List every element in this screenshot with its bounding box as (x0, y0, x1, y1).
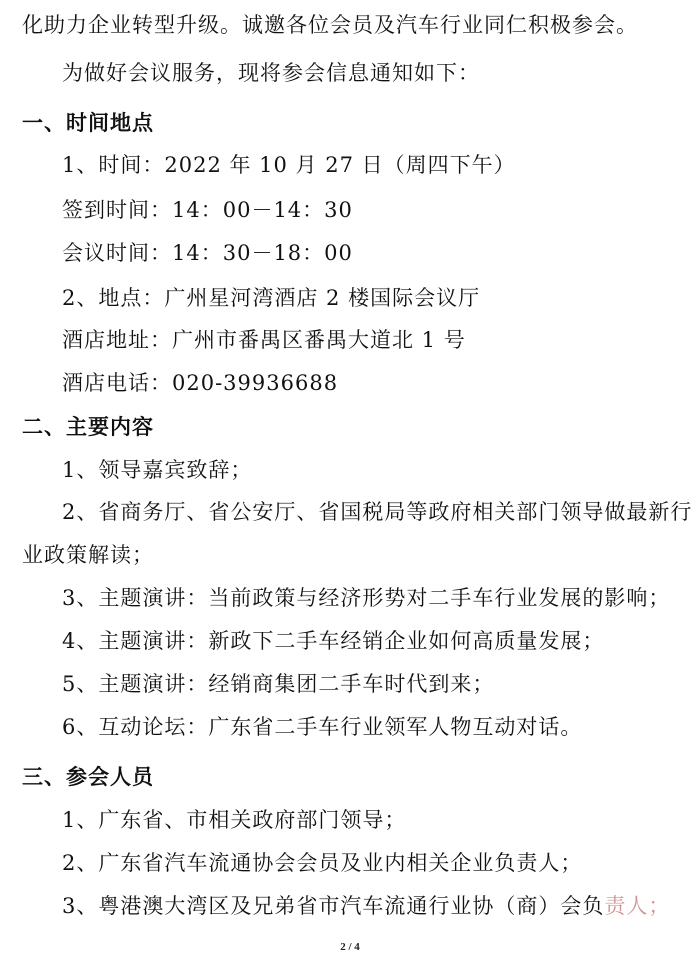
attendee-item-3-faded-tail: 责人； (604, 894, 671, 918)
content-item-3: 3、主题演讲：当前政策与经济形势对二手车行业发展的影响； (62, 586, 671, 610)
hotel-phone-line: 酒店电话：020-39936688 (62, 371, 339, 395)
content-item-6: 6、互动论坛：广东省二手车行业领军人物互动对话。 (62, 715, 583, 739)
page-number: 2 / 4 (340, 941, 360, 953)
content-item-5: 5、主题演讲：经销商集团二手车时代到来； (62, 672, 495, 696)
attendee-item-3-text: 3、粤港澳大湾区及兄弟省市汽车流通行业协（商）会负 (62, 894, 605, 918)
attendee-item-2: 2、广东省汽车流通协会会员及业内相关企业负责人； (62, 851, 583, 875)
content-item-2-cont: 业政策解读； (22, 543, 154, 567)
attendee-item-1: 1、广东省、市相关政府部门领导； (62, 808, 407, 832)
meeting-time-line: 会议时间：14：30－18：00 (62, 241, 353, 265)
time-line: 1、时间：2022 年 10 月 27 日（周四下午） (62, 153, 516, 177)
signin-time-line: 签到时间：14：00－14：30 (62, 198, 353, 222)
section-heading-time-place: 一、时间地点 (22, 111, 154, 135)
section-heading-content: 二、主要内容 (22, 415, 154, 439)
content-item-2: 2、省商务厅、省公安厅、省国税局等政府相关部门领导做最新行 (62, 500, 693, 524)
content-item-4: 4、主题演讲：新政下二手车经销企业如何高质量发展； (62, 629, 605, 653)
intro-line-1: 化助力企业转型升级。诚邀各位会员及汽车行业同仁积极参会。 (22, 13, 638, 37)
attendee-item-3 (62, 891, 670, 921)
content-item-1: 1、领导嘉宾致辞； (62, 458, 253, 482)
intro-line-2: 为做好会议服务，现将参会信息通知如下： (62, 61, 480, 85)
venue-line: 2、地点：广州星河湾酒店 2 楼国际会议厅 (62, 286, 481, 310)
hotel-address-line: 酒店地址：广州市番禺区番禺大道北 1 号 (62, 328, 466, 352)
section-heading-attendees: 三、参会人员 (22, 765, 154, 789)
